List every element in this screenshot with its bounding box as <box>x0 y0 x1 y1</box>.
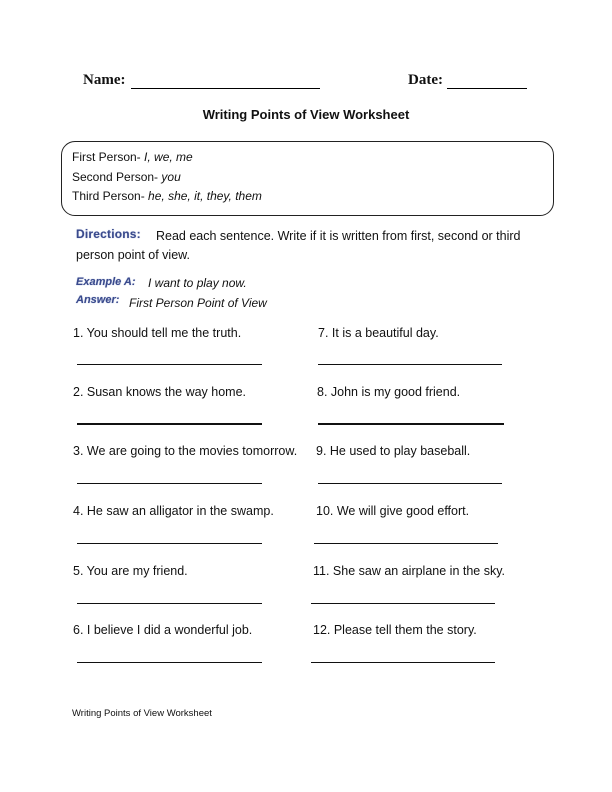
example-sentence: I want to play now. <box>148 276 247 290</box>
answer-line-11[interactable] <box>311 603 495 604</box>
second-person-pronouns: you <box>161 170 181 184</box>
directions-text-line2: person point of view. <box>76 248 190 262</box>
question-6: 6. I believe I did a wonderful job. <box>73 623 253 637</box>
question-7: 7. It is a beautiful day. <box>318 326 439 340</box>
date-field[interactable] <box>447 88 527 89</box>
answer-label: Answer: <box>76 294 120 306</box>
question-12: 12. Please tell them the story. <box>313 623 477 637</box>
name-label: Name: <box>83 72 126 88</box>
footer-text: Writing Points of View Worksheet <box>72 708 212 719</box>
question-1: 1. You should tell me the truth. <box>73 326 242 340</box>
first-person-line <box>72 150 193 164</box>
first-person-label: First Person- <box>72 150 141 164</box>
answer-line-10[interactable] <box>314 543 498 544</box>
example-answer: First Person Point of View <box>129 296 267 310</box>
date-label: Date: <box>408 72 443 88</box>
question-9: 9. He used to play baseball. <box>316 444 471 458</box>
question-4: 4. He saw an alligator in the swamp. <box>73 504 274 518</box>
worksheet-title: Writing Points of View Worksheet <box>202 107 410 122</box>
question-8: 8. John is my good friend. <box>317 385 461 399</box>
answer-line-8[interactable] <box>318 423 504 425</box>
answer-line-2[interactable] <box>77 423 262 425</box>
third-person-label: Third Person- <box>72 189 145 203</box>
answer-line-12[interactable] <box>311 662 495 663</box>
answer-line-9[interactable] <box>318 483 502 484</box>
directions-text-line1: Read each sentence. Write if it is written from first, second or third <box>156 229 521 243</box>
first-person-pronouns: I, we, me <box>144 150 193 164</box>
third-person-pronouns: he, she, it, they, them <box>148 189 262 203</box>
third-person-line <box>72 189 262 203</box>
answer-line-7[interactable] <box>318 364 502 365</box>
question-2: 2. Susan knows the way home. <box>73 385 247 399</box>
answer-line-3[interactable] <box>77 483 262 484</box>
answer-line-5[interactable] <box>77 603 262 604</box>
answer-line-1[interactable] <box>77 364 262 365</box>
question-5: 5. You are my friend. <box>73 564 188 578</box>
answer-line-4[interactable] <box>77 543 262 544</box>
question-3: 3. We are going to the movies tomorrow. <box>73 444 298 458</box>
question-11: 11. She saw an airplane in the sky. <box>313 564 506 578</box>
example-label: Example A: <box>76 276 136 288</box>
directions-label: Directions: <box>76 227 141 241</box>
name-field[interactable] <box>131 88 320 89</box>
second-person-label: Second Person- <box>72 170 159 184</box>
second-person-line <box>72 170 181 184</box>
answer-line-6[interactable] <box>77 662 262 663</box>
question-10: 10. We will give good effort. <box>316 504 470 518</box>
